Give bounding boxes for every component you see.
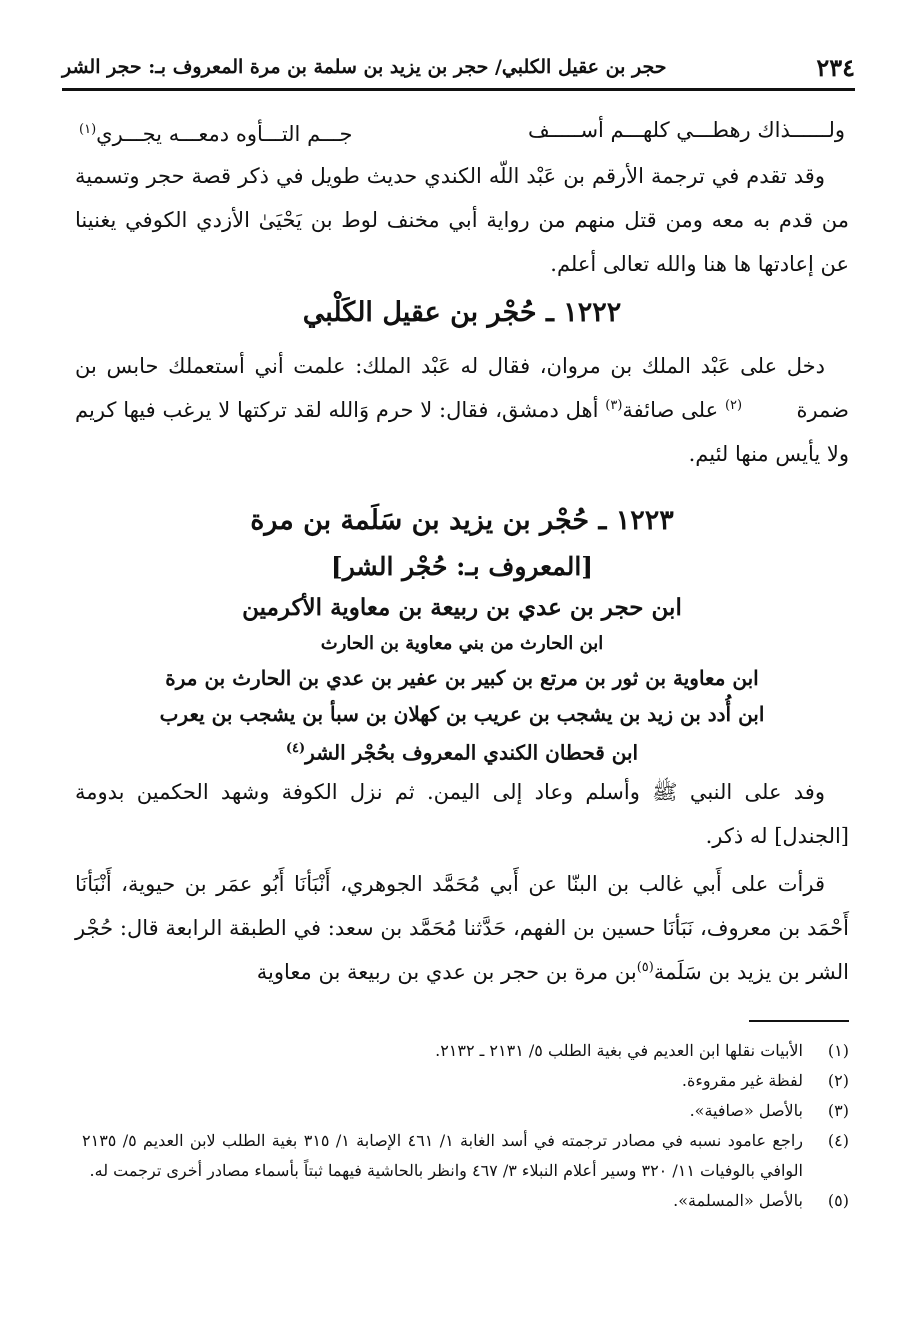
verse-line xyxy=(75,110,849,154)
entry-title-1223: ١٢٢٣ ـ حُجْر بن يزيد بن سَلَمة بن مرة xyxy=(250,505,674,536)
verse-first-hemistich: ولــــــذاك رهطـــي كلهـــم أســـــف xyxy=(527,118,845,142)
lineage-line-2: ابن الحارث من بني معاوية بن الحارث xyxy=(320,633,604,654)
lineage-line-5-text: ابن قحطان الكندي المعروف بحُجْر الشر xyxy=(305,740,639,765)
footnote-text: بالأصل «المسلمة». xyxy=(673,1191,803,1210)
footnote-item xyxy=(82,1186,849,1216)
running-title: حجر بن عقيل الكلبي/ حجر بن يزيد بن سلمة بن مرة المعروف بـ: حجر الشر xyxy=(62,56,667,78)
lineage-line-1: ابن حجر بن عدي بن ربيعة بن معاوية الأكرمين xyxy=(242,594,682,621)
entry-1222-text-b: على صائفة xyxy=(622,398,719,422)
footnote-number: (٢) xyxy=(827,1071,849,1090)
lineage-line-5 xyxy=(75,732,849,770)
footnote-ref-5[interactable]: (٥) xyxy=(636,959,654,975)
entry-1222-text-a: دخل على عَبْد الملك بن مروان، فقال له عَبْد الملك: علمت أني أستعملك حابس بن ضمرة xyxy=(75,354,849,422)
footnote-ref-3[interactable]: (٣) xyxy=(605,398,623,413)
paragraph-isnad xyxy=(75,862,849,994)
footnote-text: الأبيات نقلها ابن العديم في بغية الطلب ٥/ ٢١٣١ ـ ٢١٣٢. xyxy=(435,1041,803,1060)
footnote-item xyxy=(82,1036,849,1066)
verse-second-text: جـــم التـــأوه دمعـــه يجـــري xyxy=(96,122,353,146)
footnote-number: (٥) xyxy=(827,1191,849,1210)
page-number: ٢٣٤ xyxy=(816,52,855,82)
footnote-text: بالأصل «صافية». xyxy=(689,1101,803,1120)
footnote-item xyxy=(82,1096,849,1126)
footnotes xyxy=(82,1036,849,1216)
footnote-ref-2[interactable]: (٢) xyxy=(724,398,743,413)
footnote-text: لفظة غير مقروءة. xyxy=(681,1071,803,1090)
footnote-item xyxy=(82,1066,849,1096)
footnote-ref-1[interactable]: (١) xyxy=(79,122,97,137)
entry-subtitle: [المعروف بـ: حُجْر الشر] xyxy=(330,552,594,581)
isnad-text-a: قرأت على أَبي غالب بن البنّا عن أَبي مُحَمَّد الجوهري، أَنْبَأنَا أَبُو عمَر بن حيوية، أَنْبَأنَا أَحْمَد بن معروف، نَبَأنَا حسين بن الفهم، حَدَّثنا مُحَمَّد بن سعد: في الطبقة الرابعة قال: حُجْر الشر بن يزيد بن سَلَمة xyxy=(75,871,849,984)
lineage-line-4: ابن أُدد بن زيد بن يشجب بن عريب بن كهلان بن سبأ بن يشجب بن يعرب xyxy=(159,702,765,726)
entry-1222-text-c: أهل دمشق، فقال: لا حرم وَالله لقد تركتها لا يرغب فيها كريم ولا يأيس منها لئيم. xyxy=(75,398,849,466)
paragraph-arqam: وقد تقدم في ترجمة الأرقم بن عَبْد اللّه الكندي حديث طويل في ذكر قصة حجر وتسمية من قدم به معه ومن قتل منهم من رواية أبي مخنف لوط بن يَحْيَىٰ الأزدي الكوفي يغنينا عن إعادتها ها هنا والله تعالى أعلم. xyxy=(75,164,849,276)
footnote-number: (٣) xyxy=(827,1101,849,1120)
verse-second-hemistich xyxy=(79,110,352,154)
header-rule xyxy=(62,88,855,91)
isnad-text-b: بن مرة بن حجر بن عدي بن ربيعة بن معاوية xyxy=(256,959,637,984)
footnote-text: راجع عامود نسبه في مصادر ترجمته في أسد الغابة ١/ ٤٦١ الإصابة ١/ ٣١٥ بغية الطلب لابن العديم ٥/ ٢١٣٥ الوافي بالوفيات ١١/ ٣٢٠ وسير أعلام النبلاء ٣/ ٤٦٧ وانظر بالحاشية فيهما ثبتاً بأسماء مصادر أخرى ترجمت له. xyxy=(82,1131,804,1180)
footnote-item xyxy=(82,1126,849,1186)
footnote-ref-4[interactable]: (٤) xyxy=(285,741,306,756)
page-header xyxy=(62,48,855,86)
paragraph-entry-1222 xyxy=(75,344,849,476)
footnote-number: (٤) xyxy=(827,1131,849,1150)
paragraph-delegation: وفد على النبي ﷺ وأسلم وعاد إلى اليمن. ثم نزل الكوفة وشهد الحكمين بدومة [الجندل] له ذكر. xyxy=(75,779,849,848)
entry-title-1222: ١٢٢٢ ـ حُجْر بن عقيل الكَلْبي xyxy=(302,297,622,328)
footnote-number: (١) xyxy=(827,1041,849,1060)
footnote-rule xyxy=(749,1020,849,1022)
main-text xyxy=(75,110,849,994)
lineage-block xyxy=(75,546,849,770)
lineage-line-3: ابن معاوية بن ثور بن مرتع بن كبير بن عفير بن عدي بن الحارث بن مرة xyxy=(165,666,759,690)
